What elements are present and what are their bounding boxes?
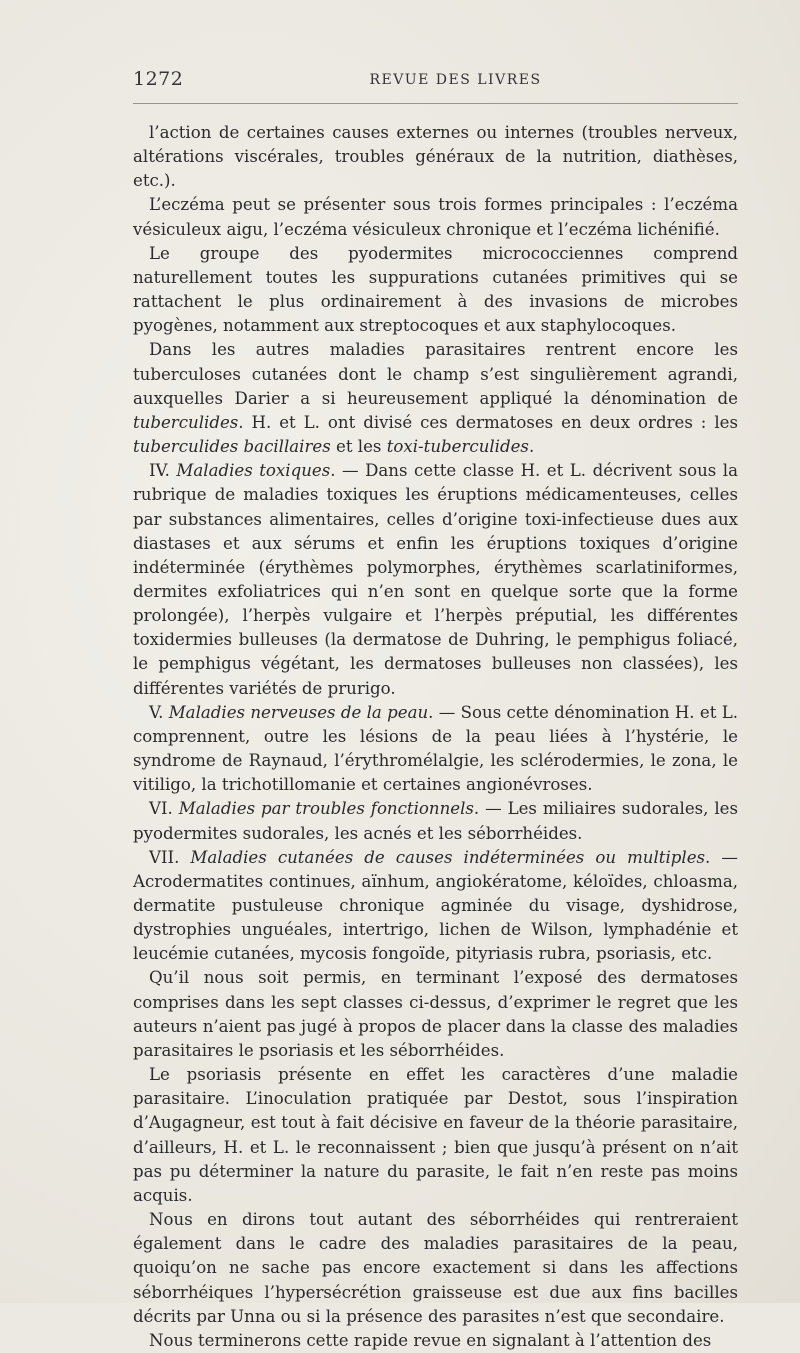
text-segment: VI. bbox=[149, 799, 179, 819]
paragraph-p10 bbox=[133, 1063, 738, 1208]
text-segment: . — Dans cette classe H. et L. décrivent sous la rubrique de maladies toxiques les éruptions médicamenteuses, celles par substances alimentaires, celles d’origine toxi-infectieuse dues aux diastases et aux sérums et enfin les éruptions toxiques d’origine indéterminée (érythèmes polymorphes, érythèmes scarlatiniformes, dermites exfoliatrices qui n’en sont en quelque sorte que la forme prolongée), l’herpès vulgaire et l’herpès préputial, les différentes toxidermies bulleuses (la dermatose de Duhring, le pemphigus foliacé, le pemphigus végétant, les dermatoses bulleuses non classées), les différentes variétés de prurigo. bbox=[133, 461, 738, 698]
italic-term: tuberculides bacillaires bbox=[133, 437, 331, 457]
text-segment: V. bbox=[149, 702, 169, 722]
text-segment: . H. et L. ont divisé ces dermatoses en deux ordres : les bbox=[238, 412, 738, 432]
paragraph-p9 bbox=[133, 966, 738, 1063]
text-segment: Nous terminerons cette rapide revue en signalant à l’attention des bbox=[149, 1330, 712, 1350]
text-segment: l’action de certaines causes externes ou internes (troubles nerveux, altérations viscérales, troubles généraux de la nutrition, diathèses, etc.). bbox=[133, 123, 738, 191]
italic-term: Maladies nerveuses de la peau bbox=[168, 702, 429, 722]
paragraph-p7 bbox=[133, 797, 738, 845]
text-segment: . — Les miliaires sudorales, les pyodermites sudorales, les acnés et les séborrhéides. bbox=[133, 799, 738, 843]
running-title: REVUE DES LIVRES bbox=[369, 72, 542, 88]
text-segment: VII. bbox=[149, 847, 191, 867]
text-segment: . bbox=[528, 437, 535, 457]
header-rule bbox=[133, 103, 738, 104]
text-segment: Le groupe des pyodermites micrococciennes comprend naturellement toutes les suppurations cutanées primitives qui se rattachent le plus ordinairement à des invasions de microbes pyogènes, notamment aux streptocoques et aux staphylocoques. bbox=[133, 243, 738, 336]
italic-term: Maladies toxiques bbox=[176, 461, 331, 481]
paragraph-p1 bbox=[133, 121, 738, 193]
text-segment: Qu’il nous soit permis, en terminant l’exposé des dermatoses comprises dans les sept classes ci-dessus, d’exprimer le regret que les auteurs n’aient pas jugé à propos de placer dans la classe des maladies parasitaires le psoriasis et les séborrhéides. bbox=[133, 968, 738, 1060]
paragraph-p8 bbox=[133, 846, 738, 967]
page-header bbox=[133, 68, 738, 96]
page-number: 1272 bbox=[133, 68, 184, 90]
italic-term: tuberculides bbox=[133, 412, 239, 432]
text-segment: L’eczéma peut se présenter sous trois formes principales : l’eczéma vésiculeux aigu, l’eczéma vésiculeux chronique et l’eczéma lichénifié. bbox=[133, 195, 738, 239]
text-segment: et les bbox=[330, 437, 387, 457]
text-segment: Nous en dirons tout autant des séborrhéides qui rentreraient également dans le cadre des maladies parasitaires de la peau, quoiqu’on ne sache pas encore exactement si dans les affections séborrhéiques l’hypersécrétion graisseuse est due aux fins bacilles décrits par Unna ou si la présence des parasites n’est que secondaire. bbox=[133, 1210, 738, 1326]
paragraph-p5 bbox=[133, 459, 738, 701]
text-segment: IV. bbox=[149, 461, 177, 481]
paragraph-p12 bbox=[133, 1329, 738, 1353]
italic-term: toxi-tuberculides bbox=[386, 437, 529, 457]
paragraph-p2 bbox=[133, 193, 738, 241]
text-segment: Dans les autres maladies parasitaires rentrent encore les tuberculoses cutanées dont le champ s’est singulièrement agrandi, auxquelles Darier a si heureusement appliqué la dénomination de bbox=[133, 340, 738, 408]
body-text bbox=[133, 121, 738, 1353]
paragraph-p4 bbox=[133, 338, 738, 459]
italic-term: Maladies par troubles fonctionnels bbox=[178, 799, 474, 819]
italic-term: Maladies cutanées de causes indéterminées ou multiples bbox=[190, 847, 706, 867]
text-segment: . — Acrodermatites continues, aïnhum, angiokératome, kéloïdes, chloasma, dermatite pustuleuse chronique agminée du visage, dyshidrose, dystrophies unguéales, intertrigo, lichen de Wilson, lymphadénie et leucémie cutanées, mycosis fongoïde, pityriasis rubra, psoriasis, etc. bbox=[133, 847, 738, 964]
paragraph-p11 bbox=[133, 1208, 738, 1329]
text-segment: . — Sous cette dénomination H. et L. comprennent, outre les lésions de la peau liées à l’hystérie, le syndrome de Raynaud, l’érythromélalgie, les sclérodermies, le zona, le vitiligo, la trichotillomanie et certaines angionévroses. bbox=[133, 702, 739, 795]
paragraph-p6 bbox=[133, 701, 738, 798]
paragraph-p3 bbox=[133, 242, 738, 339]
text-segment: Le psoriasis présente en effet les caractères d’une maladie parasitaire. L’inoculation pratiquée par Destot, sous l’inspiration d’Augagneur, est tout à fait décisive en faveur de la théorie parasitaire, d’ailleurs, H. et L. le reconnaissent ; bien que jusqu’à présent on n’ait pas pu déterminer la nature du parasite, le fait n’en reste pas moins acquis. bbox=[133, 1065, 738, 1205]
